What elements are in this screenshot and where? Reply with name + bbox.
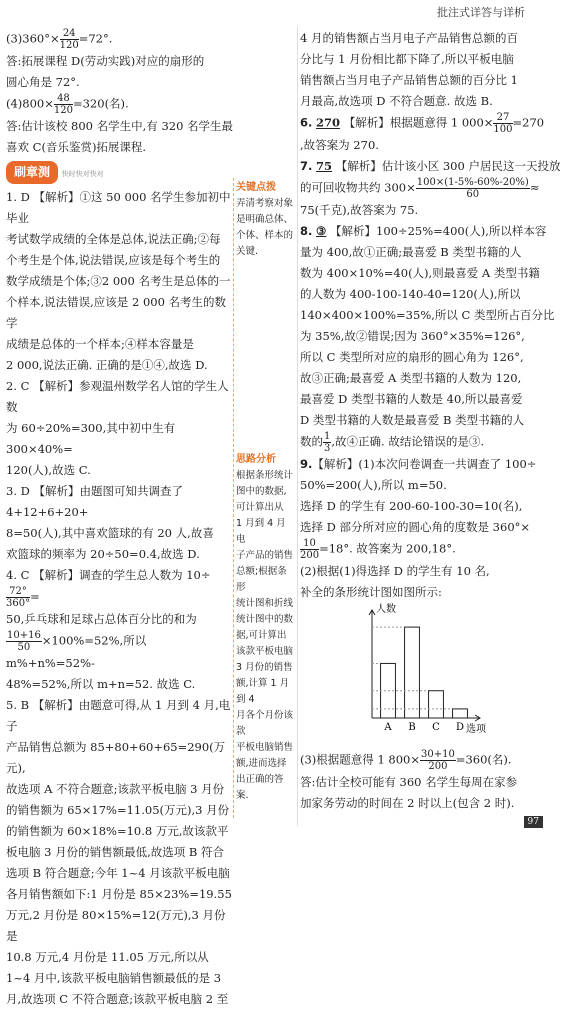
side-note-line: 额,进而选择 (236, 758, 287, 769)
line: 2 000,说法正确. 正确的是①④,故选 D. (6, 358, 208, 372)
page-number: 97 (524, 816, 543, 828)
x-axis-label: 选项 (466, 724, 486, 735)
side-note-line: 该款平板电脑 (236, 646, 294, 657)
side-note-line: 1 月到 4 月电 (236, 518, 286, 545)
line: 故选项 A 不符合题意;该款平板电脑 3 月份 (6, 782, 225, 796)
side-note-title: 关键点拨 (236, 182, 276, 193)
line: ,故答案为 270. (300, 138, 379, 152)
line: 分比与 1 月份相比都下降了,所以平板电脑 (300, 52, 514, 66)
line: 3. D 【解析】由题图可知共调查了 4+12+6+20+ (6, 484, 184, 519)
line: 补全的条形统计图如图所示: (300, 585, 442, 599)
side-note-line: 个体、样本的 (236, 230, 294, 241)
line: 选择 D 的学生有 200-60-100-30=10(名), (300, 499, 523, 513)
line: 6. 270 【解析】根据题意得 1 000× $\frac{27}{100}$ =270 (300, 112, 545, 135)
side-note-line: 图中的数据, (236, 486, 287, 497)
line: 140×400×100%=35%,所以 C 类型所占百分比 (300, 308, 555, 322)
section-tag (6, 161, 234, 185)
fraction: $\frac{100\times(1-5\%-60\%-20\%)}{60}$ (416, 177, 529, 200)
line: 120(人),故选 C. (6, 463, 91, 477)
line: 1~4 月中,该款平板电脑销售额最低的是 3 (6, 971, 222, 985)
fraction: $\frac{10+16}{50}$ (7, 630, 41, 653)
line: $\frac{10}{200}$ =18°. 故答案为 200,18°. (300, 538, 456, 561)
line: 量为 400,故①正确;最喜爱 B 类型书籍的人 (300, 245, 522, 259)
line: 的可回收物共约 300× $\frac{100\times(1-5\%-60\%-20\%)}{60}$ ≈ (300, 177, 540, 200)
line: 销售额占当月电子产品销售总额的百分比 1 (300, 73, 518, 87)
line: 最喜爱 D 类型书籍的人数是 40,所以最喜爱 (300, 392, 523, 406)
line: 月最高,故选项 D 不符合题意. 故选 B. (300, 94, 493, 108)
line: 圆心角是 72°. (6, 75, 80, 89)
side-note-line: 平板电脑销售 (236, 742, 294, 753)
line: 9.【解析】(1)本次问卷调查一共调查了 100÷ (300, 457, 537, 471)
bar-chart (350, 596, 500, 738)
line: 4 月的销售额占当月电子产品销售总额的百 (300, 31, 518, 45)
line: 4. C 【解析】调查的学生总人数为 10÷ $\frac{72^\circ}{360^\circ}$ = (6, 568, 211, 609)
side-note-line: 统计图和折线 (236, 598, 294, 609)
line: 喜欢 C(音乐鉴赏)拓展课程. (6, 140, 147, 154)
line: 数的 $\frac{1}{3}$ ,故④正确. 故结论错误的是③. (300, 431, 484, 454)
line: 万元,2 月份是 80×15%=12(万元),3 月份是 (6, 908, 226, 943)
x-tick-label: B (408, 722, 416, 733)
line: 个考生是个体,说法错误,应该是每个考生的 (6, 253, 221, 267)
line: 8=50(人),其中喜欢篮球的有 20 人,故喜 (6, 526, 214, 540)
line: 答:估计该校 800 名学生中,有 320 名学生最 (6, 119, 234, 133)
page-header: 批注式详答与详析 (437, 6, 525, 19)
line: 所以 C 类型所对应的扇形的圆心角为 126°, (300, 350, 524, 364)
line: (3)根据题意得 1 800× $\frac{30+10}{200}$ =360(名). (300, 749, 512, 772)
line: (4)800× $\frac{48}{120}$ =320(名). (6, 93, 129, 116)
section-tag-sub: 快时快对快对 (61, 170, 104, 178)
line: 考试数学成绩的全体是总体,说法正确;②每 (6, 232, 221, 246)
side-note-line: 额,计算 1 月到 4 (236, 678, 290, 705)
x-tick-label: A (384, 722, 392, 733)
side-note-line: 月各个月份该款 (236, 710, 294, 737)
fraction: $\frac{48}{120}$ (53, 93, 73, 116)
x-tick-label: C (432, 722, 440, 733)
line: 2. C 【解析】参观温州数学名人馆的学生人数 (6, 379, 229, 414)
line: 1. D 【解析】①这 50 000 名学生参加初中毕业 (6, 190, 231, 225)
line: 的销售额为 65×17%=11.05(万元),3 月份 (6, 803, 230, 817)
side-note-line: 是明确总体、 (236, 214, 294, 225)
line: 的人数为 400-100-140-40=120(人),所以 (300, 287, 521, 301)
side-note-line: 据,可计算出 (236, 630, 287, 641)
fraction: $\frac{24}{120}$ (59, 28, 79, 51)
line: 的销售额为 60×18%=10.8 万元,故该款平 (6, 824, 229, 838)
side-note-title: 思路分析 (236, 454, 276, 465)
line: 答:估计全校可能有 360 名学生每周在家参 (300, 775, 518, 789)
line: (3)360°× $\frac{24}{120}$ =72°. (6, 28, 113, 51)
side-note-line: 可计算出从 (236, 502, 284, 513)
line: 数为 400×10%=40(人),则最喜爱 A 类型书籍 (300, 266, 540, 280)
line: 48%=52%,所以 m+n=52. 故选 C. (6, 677, 196, 691)
line: 个样本,说法错误,应该是 2 000 名考生的数学 (6, 295, 227, 330)
line: 7. 75 【解析】估计该小区 300 户居民这一天投放 (300, 159, 561, 173)
line: 数学成绩是个体;③2 000 名考生是总体的一 (6, 274, 231, 288)
line: (2)根据(1)得选择 D 的学生有 10 名, (300, 564, 490, 578)
line: 成绩是总体的一个样本;④样本容量是 (6, 337, 194, 351)
side-note-analysis (236, 452, 293, 804)
side-note-line: 子产品的销售 (236, 550, 294, 561)
line: 月,故选项 C 不符合题意;该款平板电脑 2 至 (6, 992, 229, 1006)
side-note-line: 统计图中的数 (236, 614, 294, 625)
line: 10.8 万元,4 月份是 11.05 万元,所以从 (6, 950, 209, 964)
line: 欢篮球的频率为 20÷50=0.4,故选 D. (6, 547, 200, 561)
line: D 类型书籍的人数是最喜爱 B 类型书籍的人 (300, 413, 525, 427)
side-note-line: 根据条形统计 (236, 470, 294, 481)
side-note-line: 弄清考察对象 (236, 198, 294, 209)
line: 为 35%,故②错误;因为 360°×35%=126°, (300, 329, 525, 343)
x-tick-label: D (455, 722, 465, 733)
side-note-line: 总额;根据条形 (236, 566, 287, 593)
fraction: $\frac{1}{3}$ (324, 431, 331, 454)
line: 故③正确;最喜爱 A 类型书籍的人数为 120, (300, 371, 522, 385)
column-divider (297, 26, 298, 826)
side-note-line: 3 月份的销售 (236, 662, 293, 673)
fraction: $\frac{30+10}{200}$ (421, 749, 455, 772)
fraction: $\frac{72^\circ}{360^\circ}$ (6, 586, 31, 609)
line: 各月销售额如下:1 月份是 85×23%=19.55 (6, 887, 232, 901)
line: 8. ③ 【解析】100÷25%=400(人),所以样本容 (300, 224, 547, 238)
line: $\frac{10+16}{50}$ ×100%=52%,所以 m%+n%=52%- (6, 630, 147, 670)
fraction: $\frac{27}{100}$ (493, 112, 513, 135)
line: 答:拓展课程 D(劳动实践)对应的扇形的 (6, 54, 205, 68)
fraction: $\frac{10}{200}$ (300, 538, 320, 561)
bar-D (453, 709, 468, 718)
side-note-line: 出正确的答案. (236, 774, 284, 801)
line: 5. B 【解析】由题意可得,从 1 月到 4 月,电子 (6, 698, 231, 733)
side-note-key-points (236, 180, 293, 260)
line: 75(千克),故答案为 75. (300, 203, 419, 217)
line: 加家务劳动的时间在 2 时以上(包含 2 时). (300, 796, 515, 810)
left-column (6, 28, 234, 1010)
line: 产品销售总额为 85+80+60+65=290(万元), (6, 740, 226, 775)
line: 选项 B 符合题意;今年 1~4 月该款平板电脑 (6, 866, 230, 880)
bar-C (429, 691, 444, 718)
bar-B (405, 627, 420, 718)
line: 选择 D 部分所对应的圆心角的度数是 360°× (300, 520, 531, 534)
line: 为 60÷20%=300,其中初中生有 300×40%= (6, 421, 176, 456)
line: 50%=200(人),所以 m=50. (300, 478, 447, 492)
y-axis-label: 人数 (376, 604, 396, 615)
line: 板电脑 3 月份的销售额最低,故选项 B 符合 (6, 845, 225, 859)
side-note-line: 关键. (236, 246, 259, 257)
line: 50,乒乓球和足球占总体百分比的和为 (6, 612, 197, 626)
section-tag-label: 刷章测 (6, 161, 58, 184)
